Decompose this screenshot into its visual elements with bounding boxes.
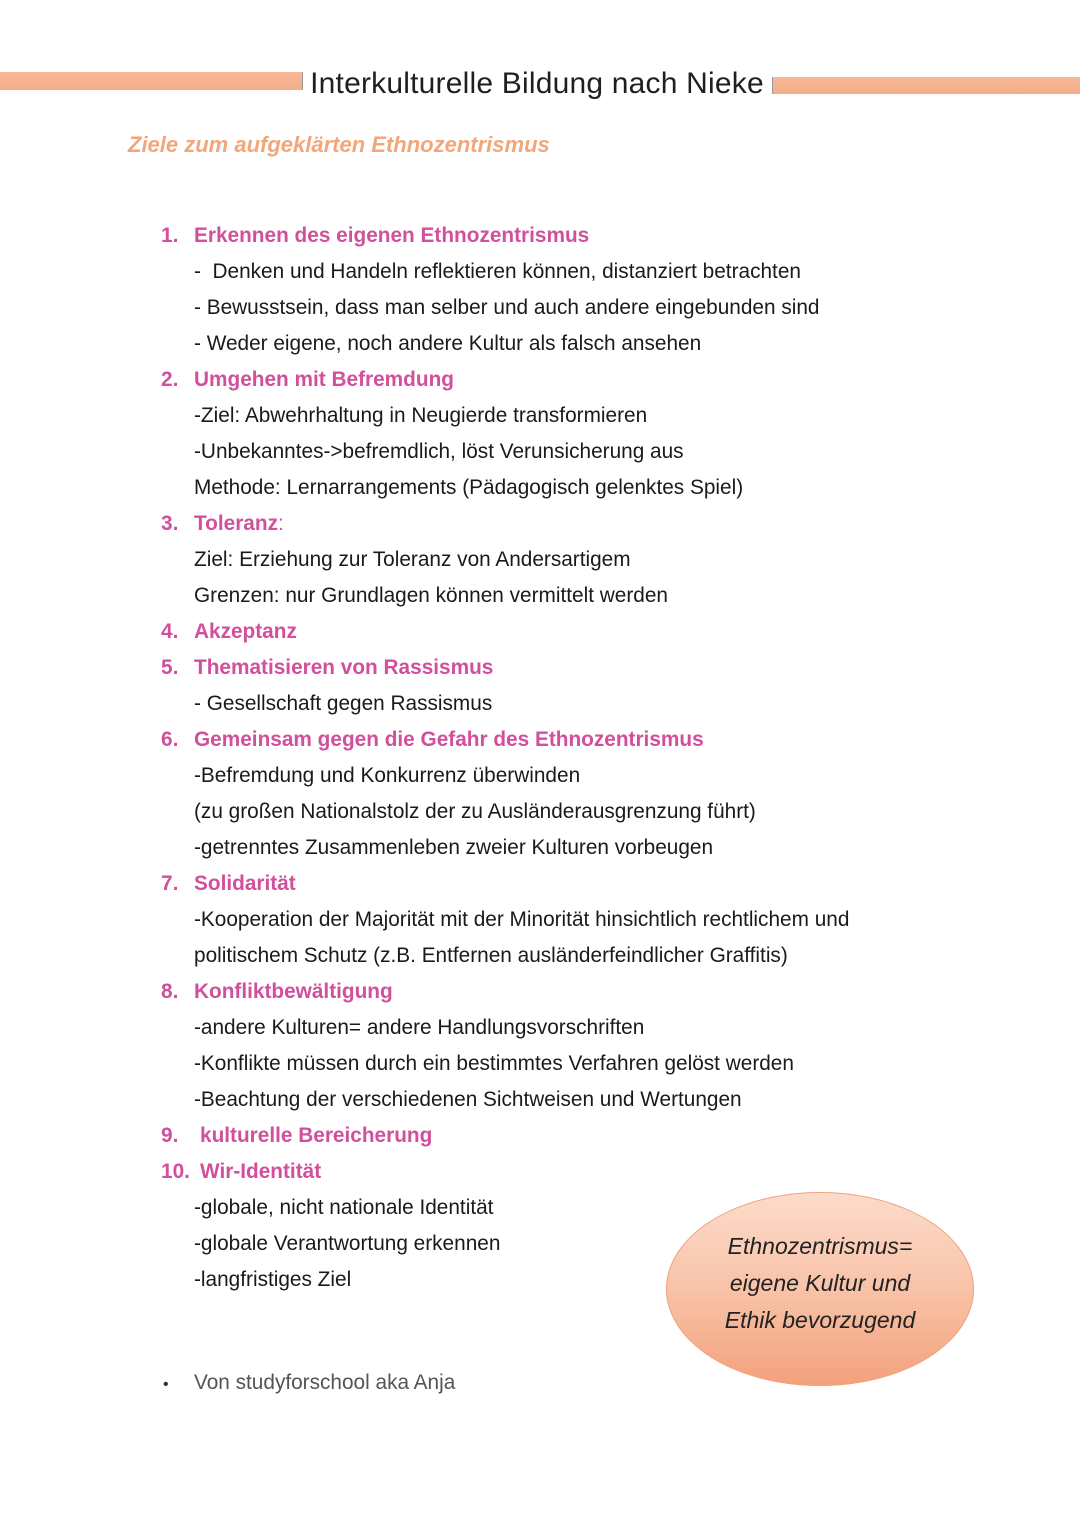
goal-number: 3. xyxy=(161,512,179,535)
goal-detail-line: -Kooperation der Majorität mit der Minorität hinsichtlich rechtlichem und xyxy=(194,908,850,931)
header-bar-right xyxy=(772,77,1080,94)
section-subtitle: Ziele zum aufgeklärten Ethnozentrismus xyxy=(128,132,550,157)
goal-title: Erkennen des eigenen Ethnozentrismus xyxy=(194,224,590,247)
goal-number: 2. xyxy=(161,368,179,391)
goal-title: Konfliktbewältigung xyxy=(194,980,393,1003)
goal-title: Toleranz xyxy=(194,512,278,535)
goal-detail-line: - Gesellschaft gegen Rassismus xyxy=(194,692,493,715)
goal-detail-line: - Weder eigene, noch andere Kultur als falsch ansehen xyxy=(194,332,702,355)
goal-detail-line: -Unbekanntes->befremdlich, löst Verunsicherung aus xyxy=(194,440,684,463)
goal-title-suffix: : xyxy=(277,512,284,535)
goal-detail-line: -Beachtung der verschiedenen Sichtweisen und Wertungen xyxy=(194,1088,742,1111)
goal-title: kulturelle Bereicherung xyxy=(200,1124,433,1147)
bullet-icon: • xyxy=(163,1376,169,1393)
page-title: Interkulturelle Bildung nach Nieke xyxy=(310,67,764,100)
callout-line: Ethnozentrismus= xyxy=(727,1233,913,1259)
goal-heading xyxy=(161,974,921,1010)
goal-heading xyxy=(161,650,921,686)
goal-heading xyxy=(161,614,921,650)
goal-detail-line: -Konflikte müssen durch ein bestimmtes Verfahren gelöst werden xyxy=(194,1052,794,1075)
goal-title: Umgehen mit Befremdung xyxy=(194,368,454,391)
goal-list xyxy=(161,218,921,1298)
goal-number: 8. xyxy=(161,980,179,1003)
goal-number: 9. xyxy=(161,1124,179,1147)
goal-detail-line: -langfristiges Ziel xyxy=(194,1268,352,1291)
goal-heading xyxy=(161,722,921,758)
goal-title: Wir-Identität xyxy=(200,1160,322,1183)
callout-text xyxy=(666,1228,974,1339)
goal-detail-line: -andere Kulturen= andere Handlungsvorschriften xyxy=(194,1016,645,1039)
goal-detail-line: Grenzen: nur Grundlagen können vermittelt werden xyxy=(194,584,668,607)
goal-number: 7. xyxy=(161,872,179,895)
goal-detail-line: -globale Verantwortung erkennen xyxy=(194,1232,501,1255)
goal-detail-line: politischem Schutz (z.B. Entfernen ausländerfeindlicher Graffitis) xyxy=(194,944,788,967)
goal-title: Thematisieren von Rassismus xyxy=(194,656,494,679)
goal-number: 10. xyxy=(161,1160,190,1183)
callout-line: eigene Kultur und xyxy=(729,1270,911,1296)
goal-detail-line: Ziel: Erziehung zur Toleranz von Andersartigem xyxy=(194,548,631,571)
footer-credit xyxy=(161,1365,455,1401)
goal-detail-line: - Denken und Handeln reflektieren können, distanziert betrachten xyxy=(194,260,801,283)
goal-detail-line: (zu großen Nationalstolz der zu Ausländerausgrenzung führt) xyxy=(194,800,756,823)
goal-number: 4. xyxy=(161,620,179,643)
goal-detail-line: - Bewusstsein, dass man selber und auch andere eingebunden sind xyxy=(194,296,820,319)
goal-detail-line: Methode: Lernarrangements (Pädagogisch gelenktes Spiel) xyxy=(194,476,744,499)
goal-detail-line: -globale, nicht nationale Identität xyxy=(194,1196,494,1219)
goal-detail-line: -getrenntes Zusammenleben zweier Kulturen vorbeugen xyxy=(194,836,714,859)
goal-number: 1. xyxy=(161,224,179,247)
goal-number: 5. xyxy=(161,656,179,679)
goal-title: Akzeptanz xyxy=(194,620,297,643)
header-bar-left xyxy=(0,72,303,90)
goal-title: Solidarität xyxy=(194,872,296,895)
goal-number: 6. xyxy=(161,728,179,751)
goal-heading xyxy=(161,506,921,542)
goal-heading xyxy=(161,1118,921,1154)
goal-heading xyxy=(161,1154,921,1190)
goal-heading xyxy=(161,362,921,398)
goal-title: Gemeinsam gegen die Gefahr des Ethnozentrismus xyxy=(194,728,704,751)
footer-credit-text: Von studyforschool aka Anja xyxy=(194,1371,456,1394)
goal-heading xyxy=(161,866,921,902)
definition-callout xyxy=(666,1192,974,1386)
goal-heading xyxy=(161,218,921,254)
goal-detail-line: -Befremdung und Konkurrenz überwinden xyxy=(194,764,581,787)
callout-line: Ethik bevorzugend xyxy=(724,1307,916,1333)
goal-detail-line: -Ziel: Abwehrhaltung in Neugierde transformieren xyxy=(194,404,648,427)
